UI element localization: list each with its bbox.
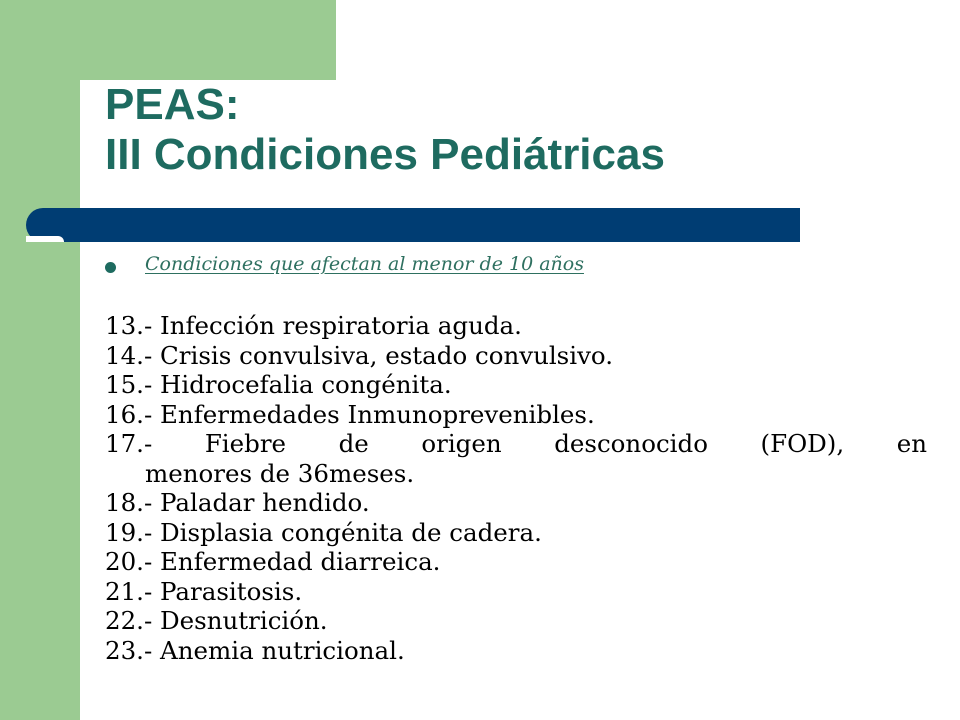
subtitle-link[interactable]: Condiciones que afectan al menor de 10 años	[145, 253, 584, 275]
list-item: 20.- Enfermedad diarreica.	[105, 547, 441, 576]
green-left-band	[0, 0, 80, 720]
list-item: 21.- Parasitosis.	[105, 576, 303, 606]
list-item: 14.- Crisis convulsiva, estado convulsivo.	[105, 340, 614, 370]
list-item-line-1: 17.- Fiebre de origen desconocido (FOD), en	[105, 429, 927, 458]
bullet-dot-icon	[105, 262, 116, 273]
conditions-list	[105, 311, 927, 665]
title-line-1: PEAS:	[105, 80, 240, 129]
title-line-2: III Condiciones Pediátricas	[105, 130, 665, 179]
divider-notch	[26, 236, 64, 242]
list-item: 15.- Hidrocefalia congénita.	[105, 370, 452, 399]
list-item: 23.- Anemia nutricional.	[105, 635, 405, 665]
list-item: 22.- Desnutrición.	[105, 606, 328, 635]
list-item: 13.- Infección respiratoria aguda.	[105, 311, 522, 340]
list-item: 19.- Displasia congénita de cadera.	[105, 517, 542, 547]
title-divider-bar	[26, 208, 800, 242]
list-item-line-2: menores de 36meses.	[145, 458, 415, 488]
green-top-band	[80, 0, 336, 80]
list-item: 18.- Paladar hendido.	[105, 488, 370, 517]
list-item: 16.- Enfermedades Inmunoprevenibles.	[105, 399, 595, 429]
list-item	[105, 429, 927, 488]
slide-title	[105, 80, 665, 180]
